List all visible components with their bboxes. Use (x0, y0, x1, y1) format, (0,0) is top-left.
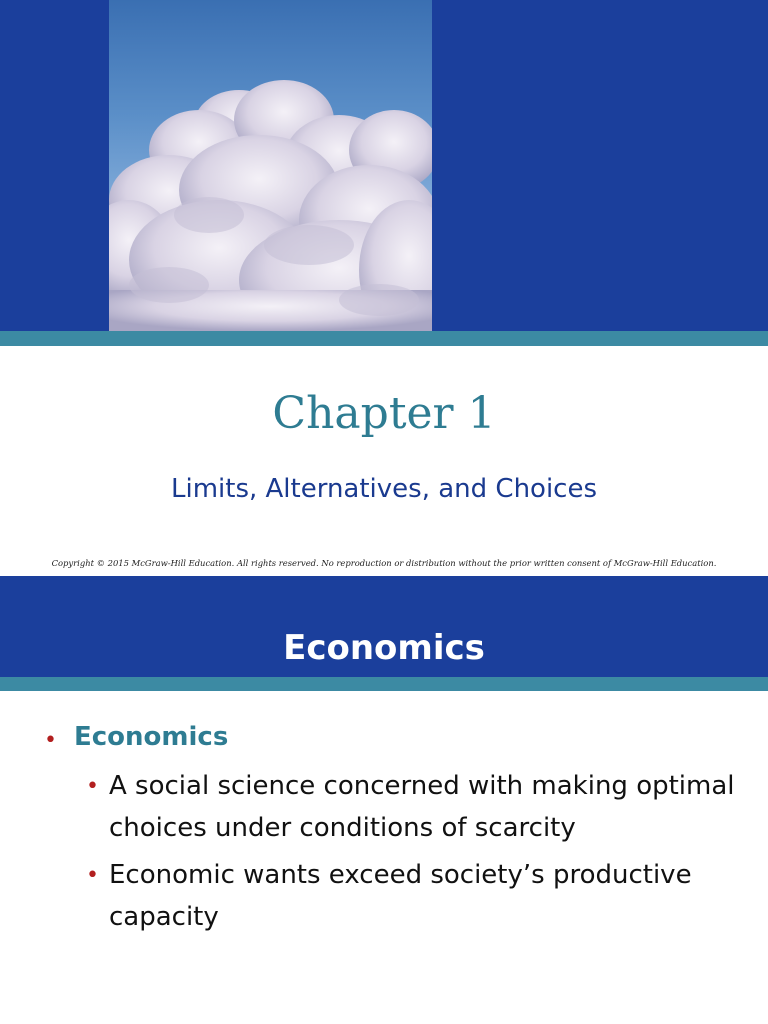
clouds-illustration (109, 0, 432, 331)
content-slide-header (0, 576, 768, 677)
sub-bullet-text: A social science concerned with making optimal choices under conditions of scarcity (109, 771, 735, 843)
bullet-heading: Economics (74, 722, 229, 752)
bullet-icon: • (86, 774, 99, 799)
sub-bullet-text: Economic wants exceed society’s productive capacity (109, 860, 692, 932)
clouds-photo (109, 0, 432, 331)
copyright-notice: Copyright © 2015 McGraw-Hill Education. All rights reserved. No reproduction or distribution without the prior written consent of McGraw-Hill Education. (51, 558, 717, 568)
slide-title: Economics (283, 628, 485, 668)
chapter-subtitle: Limits, Alternatives, and Choices (170, 474, 598, 504)
teal-divider (0, 331, 768, 346)
chapter-title: Chapter 1 (272, 388, 496, 439)
teal-divider (0, 677, 768, 691)
bullet-icon: • (44, 728, 57, 753)
content-slide (0, 576, 768, 1024)
bullet-icon: • (86, 863, 99, 888)
title-slide-header (0, 0, 768, 331)
